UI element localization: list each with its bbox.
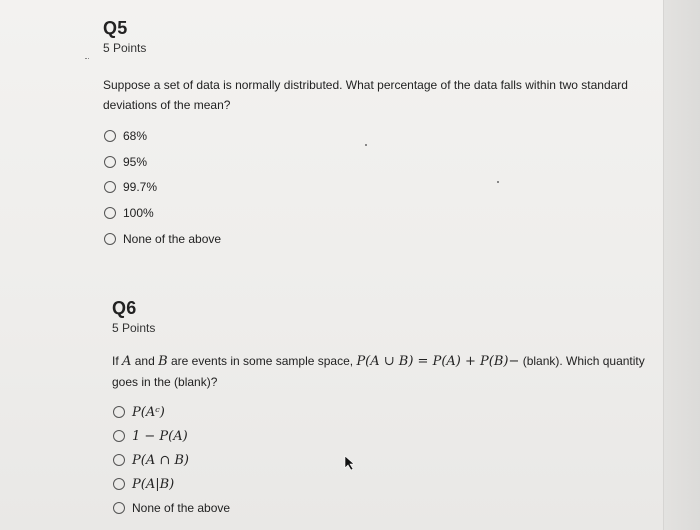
radio-button[interactable] [113, 406, 125, 418]
question-text: Suppose a set of data is normally distributed. What percentage of the data falls within two standard deviations of the mean? [103, 78, 628, 112]
math-var-a: A [122, 354, 132, 369]
radio-button[interactable] [113, 454, 125, 466]
option-none[interactable] [112, 496, 652, 520]
option-one-minus[interactable] [112, 424, 652, 448]
option-label: P(A|B) [132, 476, 175, 492]
radio-button[interactable] [104, 233, 116, 245]
option-label: P(A ∩ B) [132, 452, 189, 468]
option-label: 68% [123, 128, 148, 143]
option-label: None of the above [123, 231, 222, 246]
text-fragment: are events in some sample space, [167, 354, 357, 368]
option-68[interactable] [103, 123, 643, 149]
option-conditional[interactable] [112, 472, 652, 496]
math-formula: P(A ∪ B) = P(A) + P(B)− [356, 354, 520, 369]
option-complement[interactable] [112, 400, 652, 424]
drag-handle-icon[interactable] [85, 58, 89, 61]
radio-button[interactable] [113, 430, 125, 442]
option-label: None of the above [132, 501, 231, 515]
question-points: 5 Points [112, 321, 156, 335]
radio-button[interactable] [104, 181, 116, 193]
math-var-b: B [158, 354, 168, 369]
question-title: Q5 [103, 18, 128, 38]
option-label: 1 − P(A) [132, 428, 188, 444]
radio-button[interactable] [104, 156, 116, 168]
mouse-cursor-icon [343, 455, 359, 471]
question-text [112, 351, 652, 392]
option-label: 99.7% [123, 180, 158, 195]
option-label: P(Aᶜ) [132, 404, 165, 420]
question-title: Q6 [112, 298, 137, 318]
question-q5 [103, 18, 643, 251]
option-label: 100% [123, 205, 154, 220]
option-intersection[interactable] [112, 448, 652, 472]
text-fragment: (blank). Which quantity goes in the (blank)? [112, 354, 645, 389]
option-label: 95% [123, 154, 148, 169]
option-100[interactable] [103, 200, 643, 226]
option-none[interactable] [103, 226, 643, 252]
question-points: 5 Points [103, 41, 147, 55]
option-99-7[interactable] [103, 174, 643, 200]
text-fragment: If [112, 354, 123, 368]
radio-button[interactable] [104, 130, 116, 142]
radio-button[interactable] [113, 502, 125, 514]
radio-button[interactable] [104, 207, 116, 219]
radio-button[interactable] [113, 478, 125, 490]
option-95[interactable] [103, 149, 643, 175]
scrollbar-gutter [663, 0, 700, 530]
question-q6 [112, 298, 652, 520]
text-fragment: and [131, 354, 159, 368]
